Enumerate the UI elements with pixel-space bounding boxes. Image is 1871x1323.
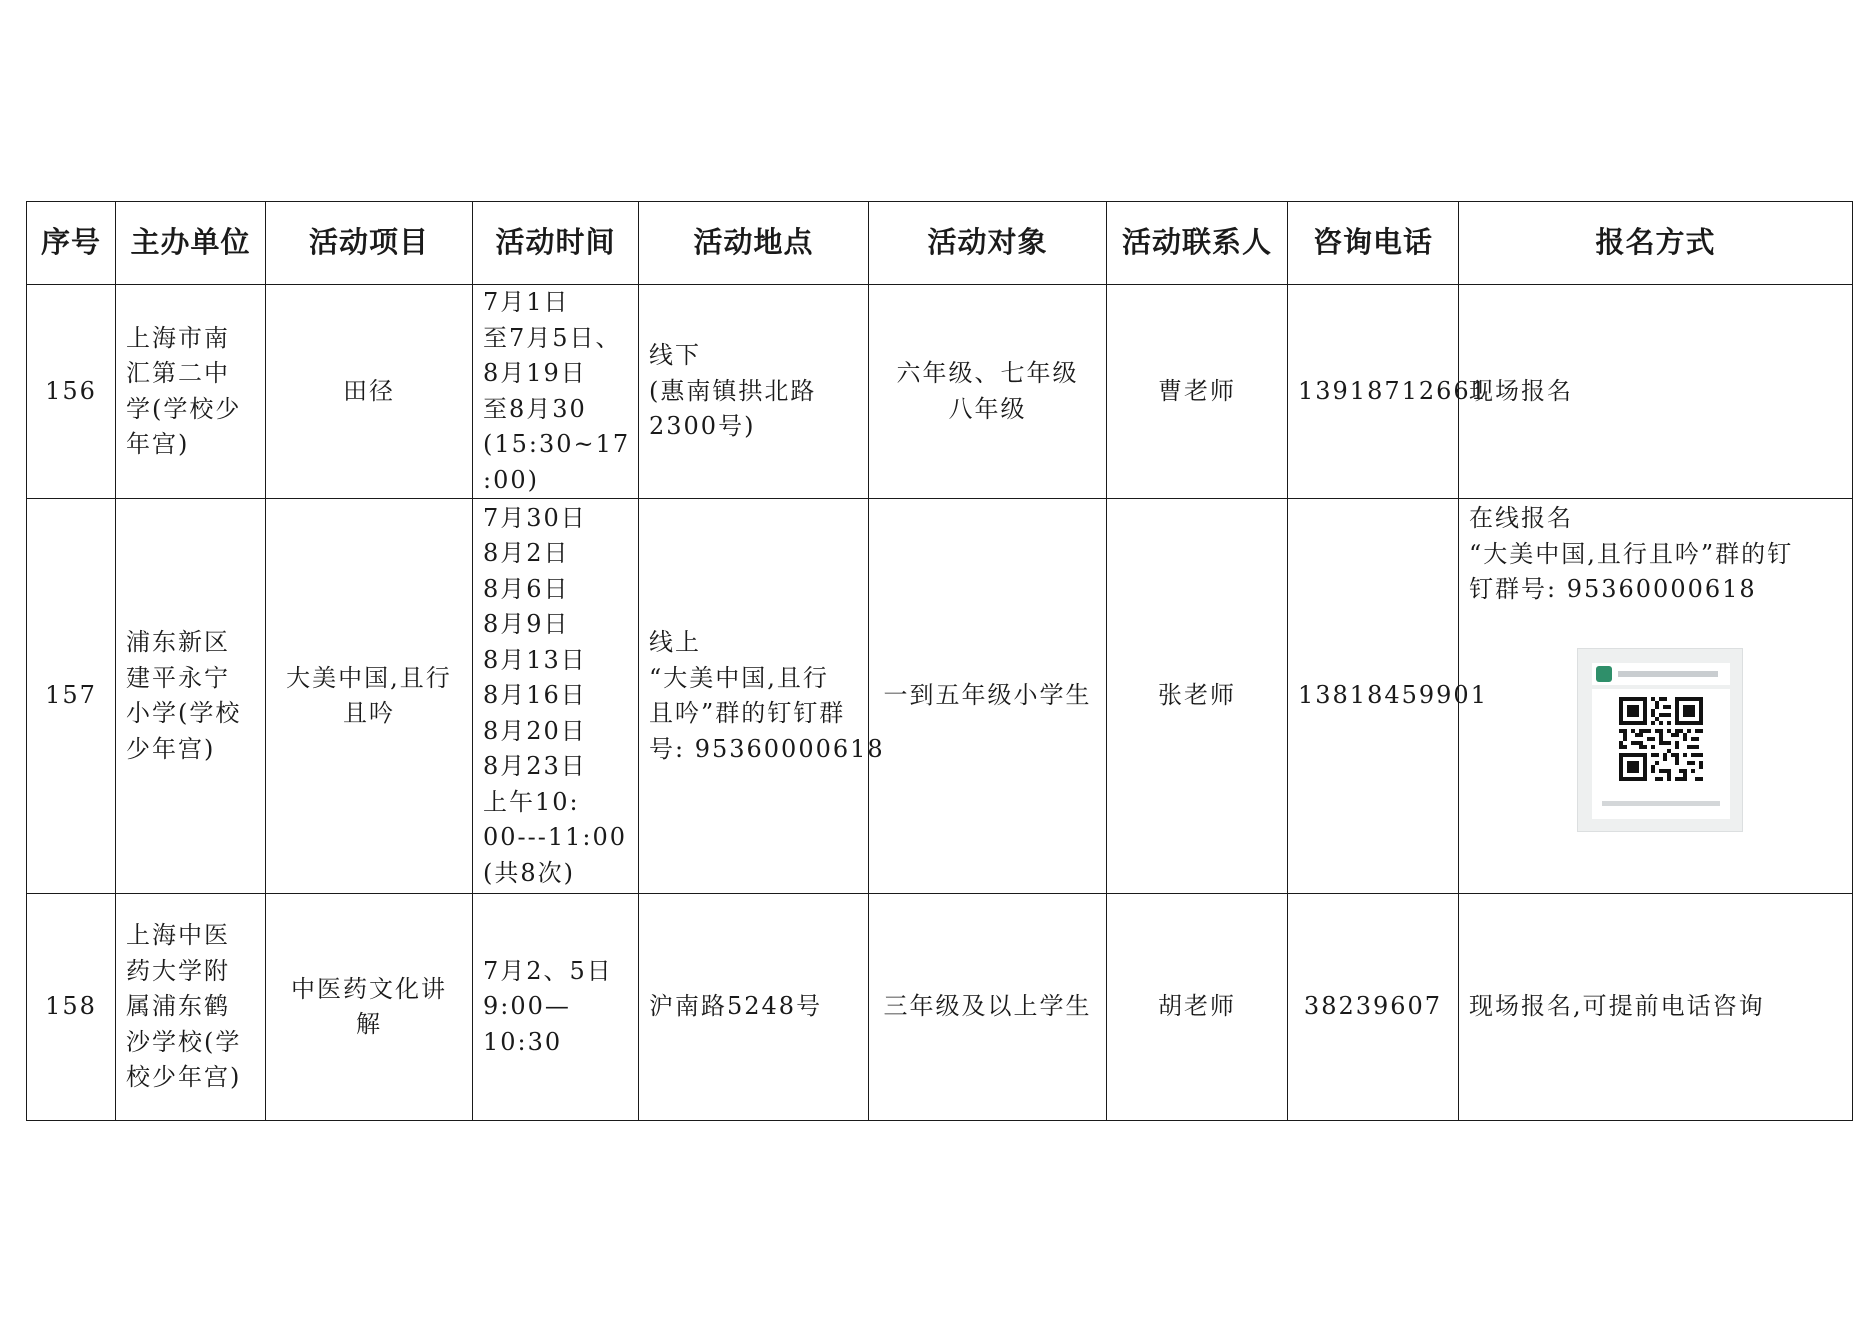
- header-phone: 咨询电话: [1288, 202, 1459, 285]
- text-line: 上海市南: [126, 323, 230, 352]
- text-line: 三年级及以上学生: [883, 992, 1092, 1021]
- text-line: 大美中国,且行: [286, 663, 452, 692]
- activity-table-container: [26, 201, 1852, 1121]
- text-line: 现场报名: [1469, 376, 1573, 405]
- row-signup: [1459, 285, 1853, 499]
- text-line: 沙学校(学: [126, 1027, 242, 1056]
- text-line: 8月9日: [483, 610, 570, 639]
- row-audience: [869, 285, 1107, 499]
- header-project: 活动项目: [266, 202, 473, 285]
- text-line: 8月20日: [483, 716, 587, 745]
- header-audience: 活动对象: [869, 202, 1107, 285]
- text-line: 六年级、七年级: [896, 359, 1079, 387]
- text-line: 解: [356, 1010, 382, 1038]
- text-line: 钉群号: 95360000618: [1469, 575, 1757, 603]
- qr-card-body: [1592, 689, 1730, 819]
- row-phone: 38239607: [1288, 894, 1459, 1121]
- text-line: 8月2日: [483, 539, 570, 568]
- row-phone: 13818459901: [1288, 499, 1459, 894]
- row-id: 157: [27, 499, 116, 894]
- text-line: 至7月5日、: [483, 323, 622, 352]
- row-time: [473, 894, 639, 1121]
- row-signup: [1459, 894, 1853, 1121]
- text-line: 号: 95360000618: [649, 734, 885, 763]
- row-project: [266, 499, 473, 894]
- text-line: 7月1日: [483, 288, 570, 316]
- qr-code-icon: [1619, 697, 1703, 781]
- dingtalk-logo-icon: [1596, 666, 1612, 682]
- row-location: [639, 894, 869, 1121]
- text-line: 学(学校少: [126, 394, 242, 423]
- text-line: 建平永宁: [126, 663, 230, 692]
- text-line: 8月6日: [483, 574, 570, 603]
- qr-card-header: [1592, 663, 1730, 685]
- text-line: (惠南镇拱北路: [649, 376, 817, 405]
- text-line: 10:30: [483, 1027, 563, 1056]
- header-time: 活动时间: [473, 202, 639, 285]
- row-project: [266, 285, 473, 499]
- text-line: 9:00—: [483, 992, 571, 1021]
- text-line: 7月30日: [483, 503, 587, 532]
- text-line: 且吟: [343, 699, 395, 727]
- text-line: “大美中国,且行且吟”群的钉: [1469, 539, 1794, 568]
- text-line: 校少年宫): [126, 1063, 242, 1092]
- header-id: 序号: [27, 202, 116, 285]
- table-row: [27, 499, 1853, 894]
- text-line: 8月19日: [483, 359, 587, 387]
- text-line: 年宫): [126, 430, 190, 458]
- text-line: 上海中医: [126, 921, 230, 950]
- qr-card-footer: [1602, 801, 1720, 806]
- row-audience: [869, 894, 1107, 1121]
- activity-table: [26, 201, 1853, 1121]
- row-location: [639, 499, 885, 894]
- text-line: 属浦东鹤: [126, 992, 230, 1021]
- text-line: 一到五年级小学生: [883, 681, 1092, 710]
- text-line: (15:30~17: [483, 430, 631, 458]
- row-organizer: [116, 894, 266, 1121]
- text-line: 药大学附: [126, 956, 230, 985]
- text-line: 且吟”群的钉钉群: [649, 699, 846, 727]
- text-line: 2300号): [649, 412, 756, 441]
- text-line: 上午10:: [483, 787, 580, 816]
- text-line: “大美中国,且行: [649, 663, 829, 692]
- text-line: 8月13日: [483, 645, 587, 674]
- text-line: 8月16日: [483, 681, 587, 710]
- text-line: 浦东新区: [126, 628, 230, 656]
- row-location: [639, 285, 869, 499]
- header-signup: 报名方式: [1459, 202, 1853, 285]
- text-line: 至8月30: [483, 394, 587, 423]
- dingtalk-qr-card: [1577, 648, 1743, 832]
- text-line: 沪南路5248号: [649, 992, 823, 1021]
- row-id: 158: [27, 894, 116, 1121]
- text-line: 00---11:00: [483, 823, 628, 852]
- row-organizer: [116, 285, 266, 499]
- row-time: [473, 499, 639, 894]
- text-line: 田径: [343, 376, 395, 405]
- text-line: 八年级: [948, 394, 1027, 423]
- row-time: [473, 285, 639, 499]
- text-line: 中医药文化讲: [291, 974, 447, 1003]
- row-organizer: [116, 499, 266, 894]
- text-line: 线上: [649, 628, 701, 656]
- header-contact: 活动联系人: [1107, 202, 1288, 285]
- header-organizer: 主办单位: [116, 202, 266, 285]
- row-phone: 13918712661: [1288, 285, 1459, 499]
- row-contact: 胡老师: [1107, 894, 1288, 1121]
- text-line: :00): [483, 465, 539, 494]
- qr-card-title-bar: [1618, 671, 1718, 677]
- text-line: 线下: [649, 341, 701, 370]
- text-line: 在线报名: [1469, 504, 1573, 532]
- table-row: [27, 894, 1853, 1121]
- text-line: 小学(学校: [126, 699, 242, 727]
- table-row: [27, 285, 1853, 499]
- text-line: 现场报名,可提前电话咨询: [1469, 992, 1765, 1021]
- text-line: 汇第二中: [126, 359, 230, 387]
- text-line: 少年宫): [126, 734, 216, 763]
- row-contact: 曹老师: [1107, 285, 1288, 499]
- row-project: [266, 894, 473, 1121]
- row-contact: 张老师: [1107, 499, 1288, 894]
- row-signup: [1459, 499, 1853, 894]
- header-row: [27, 202, 1853, 285]
- row-audience: [869, 499, 1107, 894]
- text-line: (共8次): [483, 858, 575, 887]
- text-line: 7月2、5日: [483, 956, 613, 985]
- text-line: 8月23日: [483, 752, 587, 781]
- row-id: 156: [27, 285, 116, 499]
- header-location: 活动地点: [639, 202, 869, 285]
